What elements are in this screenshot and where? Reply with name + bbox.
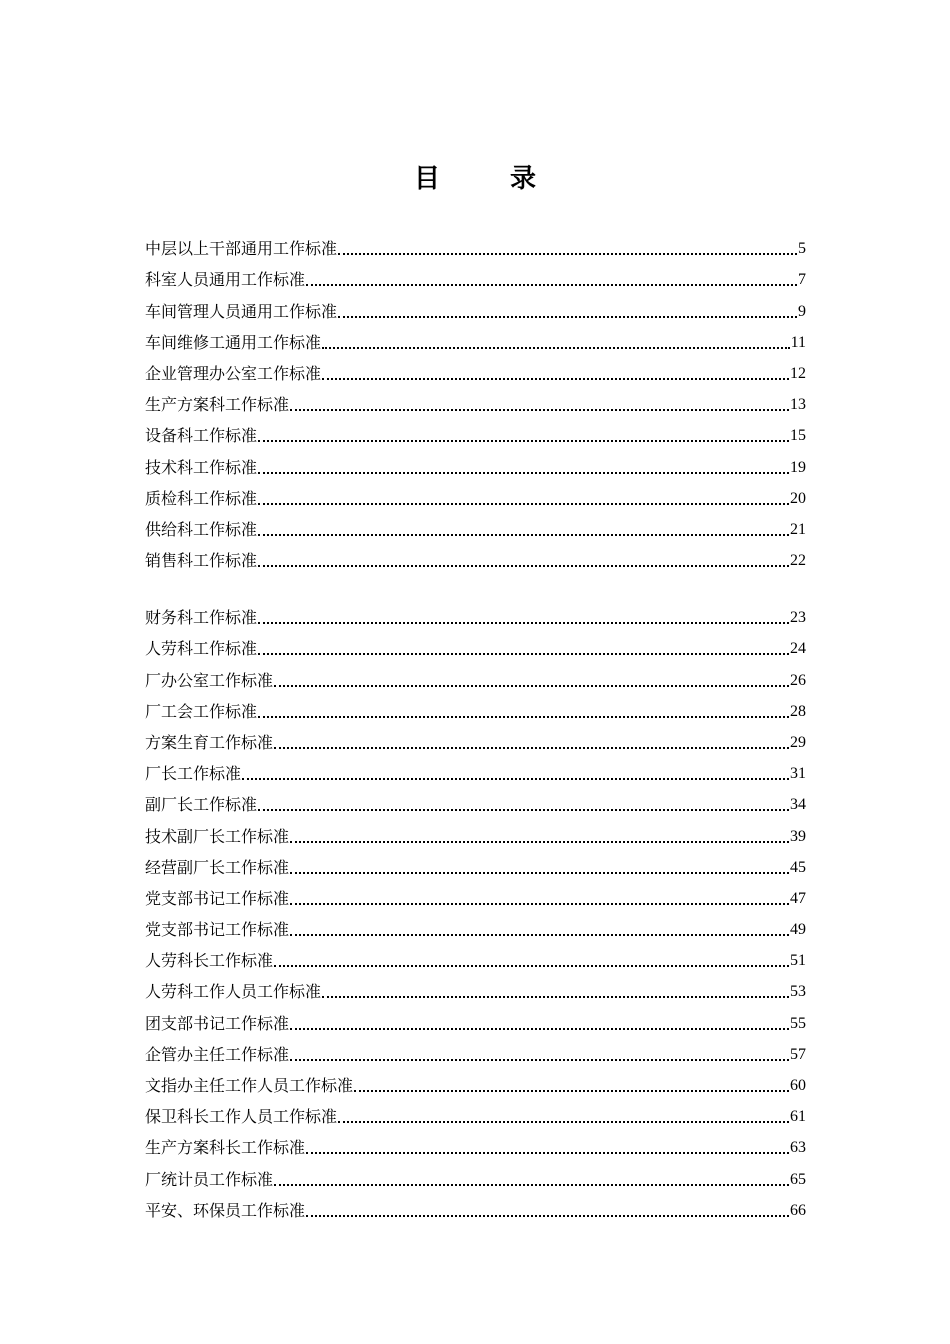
toc-entry-label: 技术科工作标准 [145, 457, 258, 477]
toc-entry-label: 企业管理办公室工作标准 [145, 363, 322, 383]
toc-dot-leader [290, 1059, 789, 1061]
toc-entry[interactable] [145, 878, 806, 909]
toc-dot-leader [306, 1152, 789, 1154]
toc-entry[interactable] [145, 722, 806, 753]
toc-entry-page-number: 49 [790, 921, 806, 939]
toc-dot-leader [306, 284, 797, 286]
toc-entry-label: 人劳科工作标准 [145, 639, 258, 659]
toc-entry[interactable] [145, 909, 806, 940]
toc-entry-label: 设备科工作标准 [145, 426, 258, 446]
toc-dot-leader [258, 472, 789, 474]
toc-dot-leader [258, 653, 789, 655]
toc-entry-page-number: 34 [790, 796, 806, 814]
toc-title-char-2: 录 [510, 164, 537, 194]
toc-entry[interactable] [145, 753, 806, 784]
toc-dot-leader [290, 903, 789, 905]
toc-entry-page-number: 61 [790, 1108, 806, 1126]
toc-entry-page-number: 53 [790, 983, 806, 1001]
toc-entry[interactable] [145, 1190, 806, 1221]
toc-dot-leader [258, 809, 789, 811]
toc-entry[interactable] [145, 478, 806, 509]
toc-entry-page-number: 31 [790, 765, 806, 783]
toc-entry-page-number: 20 [790, 489, 806, 507]
toc-entry-label: 销售科工作标准 [145, 551, 258, 571]
toc-entry-label: 供给科工作标准 [145, 519, 258, 539]
toc-dot-leader [338, 1121, 789, 1123]
toc-entry-page-number: 29 [790, 733, 806, 751]
toc-entry[interactable] [145, 1034, 806, 1065]
toc-dot-leader [338, 316, 797, 318]
toc-entry-label: 车间维修工通用工作标准 [145, 332, 322, 352]
toc-entry-label: 厂工会工作标准 [145, 701, 258, 721]
toc-dot-leader [322, 347, 790, 349]
toc-entry-label: 人劳科工作人员工作标准 [145, 982, 322, 1002]
toc-entry-page-number: 19 [790, 458, 806, 476]
toc-entry-label: 生产方案科长工作标准 [145, 1138, 306, 1158]
toc-entry-label: 企管办主任工作标准 [145, 1044, 290, 1064]
toc-dot-leader [290, 409, 789, 411]
toc-entry-label: 厂长工作标准 [145, 764, 242, 784]
toc-entry-page-number: 57 [790, 1045, 806, 1063]
toc-entry-page-number: 66 [790, 1201, 806, 1219]
toc-entry[interactable] [145, 940, 806, 971]
toc-entry-label: 经营副厂长工作标准 [145, 857, 290, 877]
toc-entry[interactable] [145, 446, 806, 477]
toc-entry[interactable] [145, 597, 806, 628]
toc-dot-leader [290, 872, 789, 874]
toc-dot-leader [274, 965, 789, 967]
toc-title [0, 158, 950, 195]
toc-entry-label: 车间管理人员通用工作标准 [145, 301, 338, 321]
toc-entry[interactable] [145, 784, 806, 815]
toc-entry-page-number: 7 [798, 271, 806, 289]
toc-entry-label: 厂办公室工作标准 [145, 670, 274, 690]
toc-dot-leader [322, 378, 789, 380]
toc-entry-label: 方案生育工作标准 [145, 732, 274, 752]
toc-dot-leader [258, 503, 789, 505]
toc-dot-leader [242, 778, 789, 780]
toc-entry-label: 人劳科长工作标准 [145, 951, 274, 971]
toc-entry-label: 平安、环保员工作标准 [145, 1200, 306, 1220]
toc-entry-label: 团支部书记工作标准 [145, 1013, 290, 1033]
toc-entry[interactable] [145, 1096, 806, 1127]
toc-entry[interactable] [145, 259, 806, 290]
toc-entry-page-number: 24 [790, 640, 806, 658]
toc-entry[interactable] [145, 1065, 806, 1096]
toc-entry-page-number: 9 [798, 302, 806, 320]
toc-entry-label: 财务科工作标准 [145, 608, 258, 628]
toc-entry-page-number: 15 [790, 427, 806, 445]
toc-entry-page-number: 21 [790, 520, 806, 538]
toc-entry-page-number: 13 [790, 396, 806, 414]
toc-entry[interactable] [145, 509, 806, 540]
toc-entry-page-number: 11 [790, 333, 806, 351]
toc-entry-label: 质检科工作标准 [145, 488, 258, 508]
toc-entry-page-number: 51 [790, 952, 806, 970]
toc-entry[interactable] [145, 384, 806, 415]
toc-entry[interactable] [145, 815, 806, 846]
toc-dot-leader [322, 996, 789, 998]
toc-entry-page-number: 26 [790, 671, 806, 689]
toc-dot-leader [274, 747, 789, 749]
toc-dot-leader [274, 685, 789, 687]
toc-entry-page-number: 39 [790, 827, 806, 845]
toc-dot-leader [290, 934, 789, 936]
toc-list-group-2 [145, 597, 806, 1221]
toc-entry[interactable] [145, 1127, 806, 1158]
toc-entry[interactable] [145, 659, 806, 690]
toc-entry-label: 党支部书记工作标准 [145, 920, 290, 940]
toc-dot-leader [290, 841, 789, 843]
toc-entry-page-number: 12 [790, 364, 806, 382]
toc-entry[interactable] [145, 691, 806, 722]
toc-entry-label: 科室人员通用工作标准 [145, 270, 306, 290]
toc-entry-page-number: 63 [790, 1139, 806, 1157]
toc-entry[interactable] [145, 1002, 806, 1033]
toc-entry[interactable] [145, 353, 806, 384]
toc-title-char-1: 目 [413, 164, 440, 194]
toc-entry-label: 技术副厂长工作标准 [145, 826, 290, 846]
toc-entry-label: 副厂长工作标准 [145, 795, 258, 815]
toc-entry-page-number: 60 [790, 1077, 806, 1094]
toc-entry[interactable] [145, 322, 806, 353]
toc-entry-page-number: 28 [790, 702, 806, 720]
toc-entry-label: 生产方案科工作标准 [145, 395, 290, 415]
toc-entry-label: 保卫科长工作人员工作标准 [145, 1107, 338, 1127]
toc-dot-leader [258, 565, 789, 567]
toc-dot-leader [338, 253, 797, 255]
toc-dot-leader [290, 1028, 789, 1030]
toc-dot-leader [258, 440, 789, 442]
toc-entry[interactable] [145, 290, 806, 321]
toc-entry[interactable] [145, 415, 806, 446]
toc-entry-page-number: 45 [790, 858, 806, 876]
toc-entry[interactable] [145, 847, 806, 878]
toc-dot-leader [274, 1184, 789, 1186]
toc-entry-page-number: 65 [790, 1170, 806, 1188]
toc-dot-leader [258, 716, 789, 718]
toc-dot-leader [306, 1215, 789, 1217]
toc-entry[interactable] [145, 628, 806, 659]
toc-dot-leader [258, 534, 789, 536]
toc-entry-label: 中层以上干部通用工作标准 [145, 239, 338, 259]
toc-dot-leader [354, 1090, 789, 1092]
toc-dot-leader [258, 622, 789, 624]
toc-entry-label: 党支部书记工作标准 [145, 888, 290, 908]
toc-entry-page-number: 5 [798, 240, 806, 258]
toc-entry-page-number: 23 [790, 609, 806, 627]
toc-entry[interactable] [145, 228, 806, 259]
toc-entry-page-number: 55 [790, 1014, 806, 1032]
toc-list-group-1 [145, 228, 806, 571]
toc-entry[interactable] [145, 971, 806, 1002]
toc-entry-label: 厂统计员工作标准 [145, 1169, 274, 1189]
toc-entry[interactable] [145, 540, 806, 571]
toc-entry[interactable] [145, 1158, 806, 1189]
toc-entry-page-number: 22 [790, 552, 806, 570]
toc-entry-label: 文指办主任工作人员工作标准 [145, 1076, 354, 1095]
toc-entry-page-number: 47 [790, 889, 806, 907]
